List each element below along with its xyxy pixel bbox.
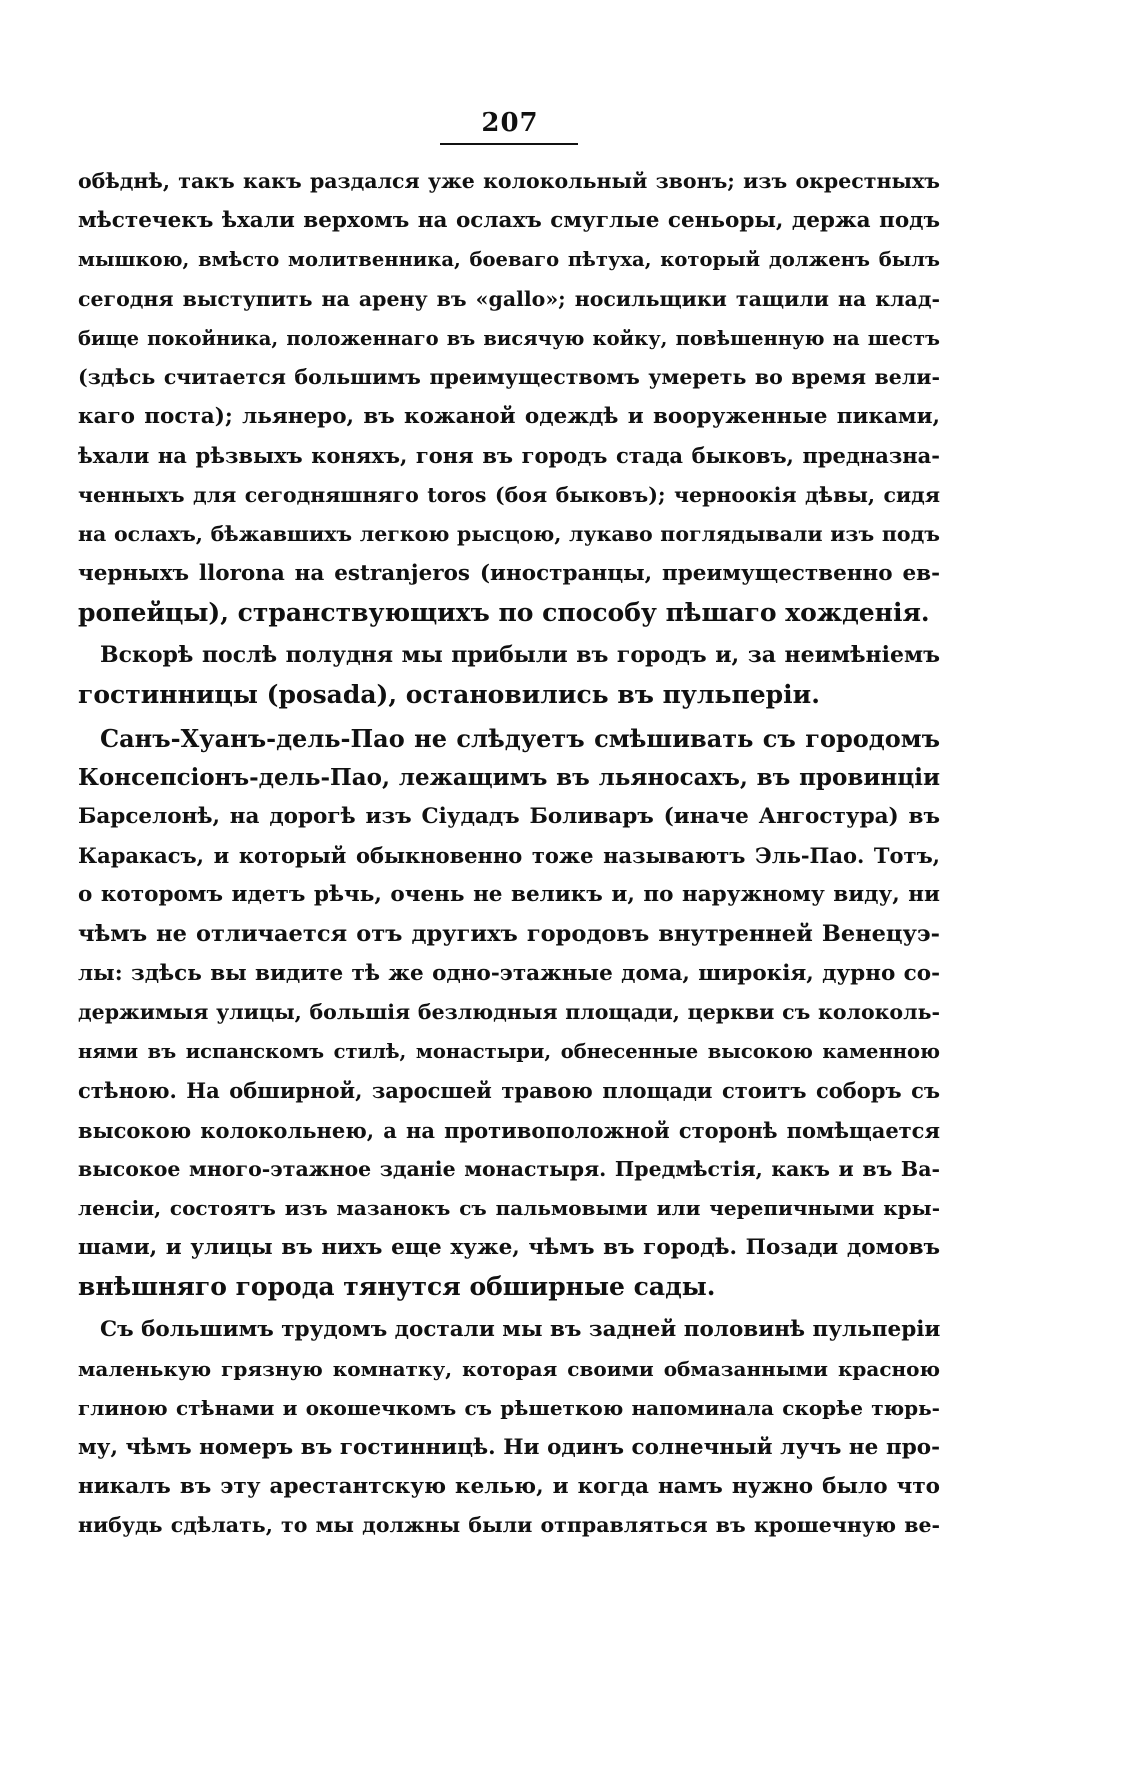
text-line: ропейцы), странствующихъ по способу пѣшаго хожденія. (78, 598, 930, 628)
text-line: гостинницы (posada), остановились въ пульперіи. (78, 680, 820, 710)
text-line: ченныхъ для сегодняшняго toros (боя быковъ); черноокія дѣвы, сидя (78, 482, 940, 507)
text-line: глиною стѣнами и окошечкомъ съ рѣшеткою напоминала скорѣе тюрь- (78, 1395, 940, 1420)
text-line: высокою колокольнею, а на противоположной сторонѣ помѣщается (78, 1117, 940, 1143)
text-line: нибудь сдѣлать, то мы должны были отправляться въ крошечную ве- (78, 1513, 940, 1538)
text-line: черныхъ llorona на estranjeros (иностранцы, преимущественно ев- (78, 560, 940, 586)
body-text (78, 162, 940, 1546)
text-line: высокое много-этажное зданіе монастыря. Предмѣстія, какъ и въ Ва- (78, 1156, 940, 1181)
text-line: Вскорѣ послѣ полудня мы прибыли въ городъ и, за неимѣніемъ (100, 642, 940, 669)
text-line: Консепсіонъ-дель-Пао, лежащимъ въ льяносахъ, въ провинціи (78, 763, 940, 791)
text-line: мышкою, вмѣсто молитвенника, боеваго пѣтуха, который долженъ былъ (78, 248, 940, 272)
page-number: 207 (481, 108, 539, 138)
text-line: на ослахъ, бѣжавшихъ легкою рысцою, лукаво поглядывали изъ подъ (78, 521, 940, 546)
text-line: ленсіи, состоятъ изъ мазанокъ съ пальмовыми или черепичными кры- (78, 1195, 940, 1220)
text-line: лы: здѣсь вы видите тѣ же одно-этажные дома, широкія, дурно со- (78, 960, 940, 986)
text-line: обѣднѣ, такъ какъ раздался уже колокольный звонъ; изъ окрестныхъ (78, 169, 940, 193)
text-line: каго поста); льянеро, въ кожаной одеждѣ и вооруженные пиками, (78, 404, 940, 430)
text-line: держимыя улицы, большія безлюдныя площади, церкви съ колоколь- (78, 999, 940, 1024)
text-line: (здѣсь считается большимъ преимуществомъ умереть во время вели- (78, 364, 940, 389)
header-rule (440, 143, 578, 145)
text-line: маленькую грязную комнатку, которая своими обмазанными красною (78, 1356, 940, 1381)
text-line: никалъ въ эту арестантскую келью, и когда намъ нужно было что (78, 1474, 940, 1500)
text-line: шами, и улицы въ нихъ еще хуже, чѣмъ въ городѣ. Позади домовъ (78, 1235, 940, 1261)
text-line: мѣстечекъ ѣхали верхомъ на ослахъ смуглые сеньоры, держа подъ (78, 208, 940, 234)
text-line: чѣмъ не отличается отъ другихъ городовъ внутренней Венецуэ- (78, 920, 940, 947)
text-line: бище покойника, положеннаго въ висячую койку, повѣшенную на шестъ (78, 326, 940, 350)
text-line: Барселонѣ, на дорогѣ изъ Сіудадъ Боливаръ (иначе Ангостура) въ (78, 804, 940, 829)
text-line: Каракасъ, и который обыкновенно тоже называютъ Эль-Пао. Тотъ, (78, 843, 940, 869)
text-line: Санъ-Хуанъ-дель-Пао не слѣдуетъ смѣшивать съ городомъ (100, 723, 940, 753)
text-line: о которомъ идетъ рѣчь, очень не великъ и, по наружному виду, ни (78, 882, 940, 908)
text-line: ѣхали на рѣзвыхъ коняхъ, гоня въ городъ стада быковъ, предназна- (78, 443, 940, 469)
text-line: му, чѣмъ номеръ въ гостинницѣ. Ни одинъ солнечный лучъ не про- (78, 1435, 940, 1460)
text-line: стѣною. На обширной, заросшей травою площади стоитъ соборъ съ (78, 1078, 940, 1104)
text-line: сегодня выступить на арену въ «gallo»; носильщики тащили на клад- (78, 286, 940, 311)
text-line: Съ большимъ трудомъ достали мы въ задней половинѣ пульперіи (100, 1317, 940, 1343)
text-line: нями въ испанскомъ стилѣ, монастыри, обнесенные высокою каменною (78, 1040, 940, 1064)
text-line: внѣшняго города тянутся обширные сады. (78, 1272, 716, 1302)
